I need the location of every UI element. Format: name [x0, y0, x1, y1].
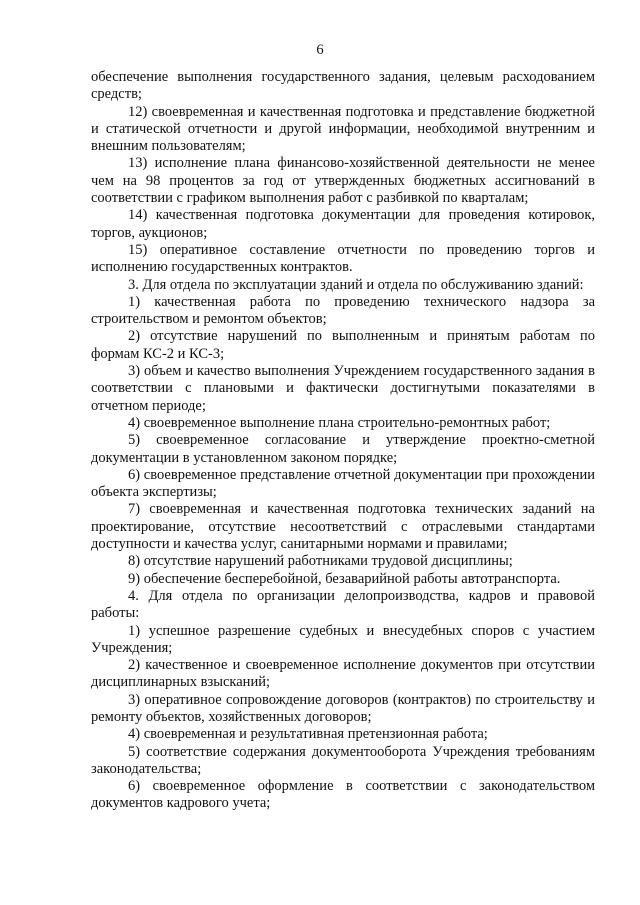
- list-item-4-5: 5) соответствие содержания документооборота Учреждения требованиям законодательства;: [91, 743, 595, 777]
- document-body: [91, 69, 595, 813]
- list-item-3-8: 8) отсутствие нарушений работниками трудовой дисциплины;: [128, 553, 513, 570]
- list-item-14-tender-docs: 14) качественная подготовка документации для проведения котировок, торгов, аукционов;: [91, 207, 595, 241]
- list-item-4-2: 2) качественное и своевременное исполнение документов при отсутствии дисциплинарных взысканий;: [91, 657, 595, 691]
- list-item-3-6: 6) своевременное представление отчетной документации при прохождении объекта экспертизы;: [91, 466, 595, 501]
- list-item-15-contract-reporting: 15) оперативное составление отчетности по проведению торгов и исполнению государственных контрактов.: [91, 241, 595, 276]
- list-item-3-5: 5) своевременное согласование и утверждение проектно-сметной документации в установленном законом порядке;: [91, 432, 595, 466]
- paragraph-funds-usage: обеспечение выполнения государственного задания, целевым расходованием средств;: [91, 69, 595, 103]
- list-item-12-reporting: 12) своевременная и качественная подготовка и представление бюджетной и статической отчетности и другой информации, необходимой внутренним и внешним пользователям;: [91, 103, 595, 155]
- list-item-3-1: 1) качественная работа по проведению технического надзора за строительством и ремонтом объектов;: [91, 293, 595, 328]
- list-item-3-2: 2) отсутствие нарушений по выполненным и принятым работам по формам КС-2 и КС-3;: [91, 328, 595, 362]
- list-item-3-9: 9) обеспечение бесперебойной, безаварийной работы автотранспорта.: [128, 570, 561, 587]
- list-item-4-4: 4) своевременная и результативная претензионная работа;: [128, 726, 488, 743]
- section-4-heading: 4. Для отдела по организации делопроизводства, кадров и правовой работы:: [91, 587, 595, 622]
- list-item-3-4: 4) своевременное выполнение плана строительно-ремонтных работ;: [128, 414, 551, 431]
- list-item-13-financial-plan: 13) исполнение плана финансово-хозяйственной деятельности не менее чем на 98 процентов за год от утвержденных бюджетных ассигнований в соответствии с графиком выполнения работ с разбивкой по кварталам;: [91, 155, 595, 207]
- page-number: 6: [316, 42, 324, 58]
- list-item-3-3: 3) объем и качество выполнения Учреждением государственного задания в соответствии с плановыми и фактически достигнутыми показателями в отчетном периоде;: [91, 363, 595, 414]
- list-item-4-6: 6) своевременное оформление в соответствии с законодательством документов кадрового учета;: [91, 778, 595, 812]
- list-item-4-1: 1) успешное разрешение судебных и внесудебных споров с участием Учреждения;: [91, 622, 595, 656]
- list-item-3-7: 7) своевременная и качественная подготовка технических заданий на проектирование, отсутствие несоответствий с отраслевыми стандартами доступности и качества услуг, санитарными нормами и правилами;: [91, 501, 595, 553]
- section-3-heading: 3. Для отдела по эксплуатации зданий и отдела по обслуживанию зданий:: [128, 276, 584, 293]
- list-item-4-3: 3) оперативное сопровождение договоров (контрактов) по строительству и ремонту объектов, хозяйственных договоров;: [91, 691, 595, 725]
